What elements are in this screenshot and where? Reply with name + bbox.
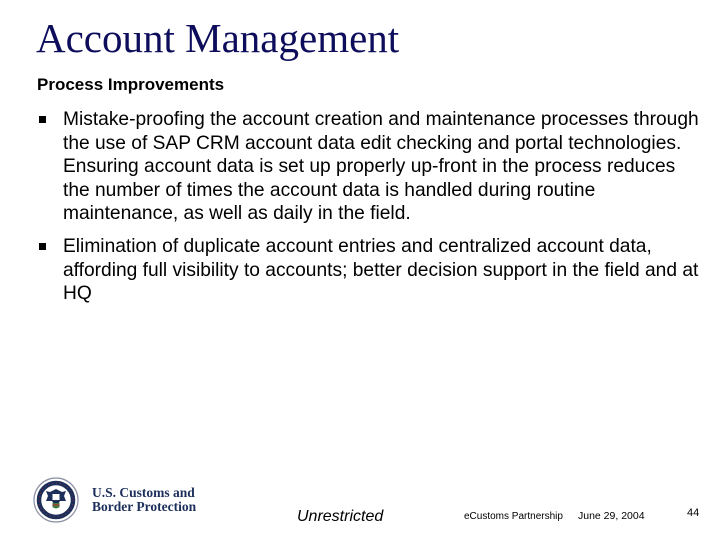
bullet-text: Mistake-proofing the account creation and maintenance processes through the use of SAP CRM account data edit checking and portal technologies. Ensuring account data is set up properly up-front in the process reduces the number of times the account data is handled during routine maintenance, as well as daily in the field. <box>63 109 699 225</box>
bullet-item <box>37 235 707 306</box>
logo-text <box>92 486 196 514</box>
bullet-text: Elimination of duplicate account entries and centralized account data, affording full visibility to accounts; better decision support in the field and at HQ <box>63 235 699 305</box>
bullet-list <box>37 108 707 315</box>
slide-title: Account Management <box>36 15 400 61</box>
page-number: 44 <box>687 507 700 519</box>
date-label: June 29, 2004 <box>578 510 645 522</box>
partnership-label: eCustoms Partnership <box>464 511 563 522</box>
slide-subtitle: Process Improvements <box>37 75 225 94</box>
logo-line-2: Border Protection <box>92 499 197 514</box>
dhs-seal-icon <box>33 477 79 523</box>
cbp-logo <box>33 472 213 528</box>
square-bullet-icon <box>39 116 46 123</box>
logo-line-1: U.S. Customs and <box>92 485 195 500</box>
classification-label: Unrestricted <box>297 508 384 525</box>
square-bullet-icon <box>39 243 46 250</box>
bullet-item <box>37 108 707 226</box>
